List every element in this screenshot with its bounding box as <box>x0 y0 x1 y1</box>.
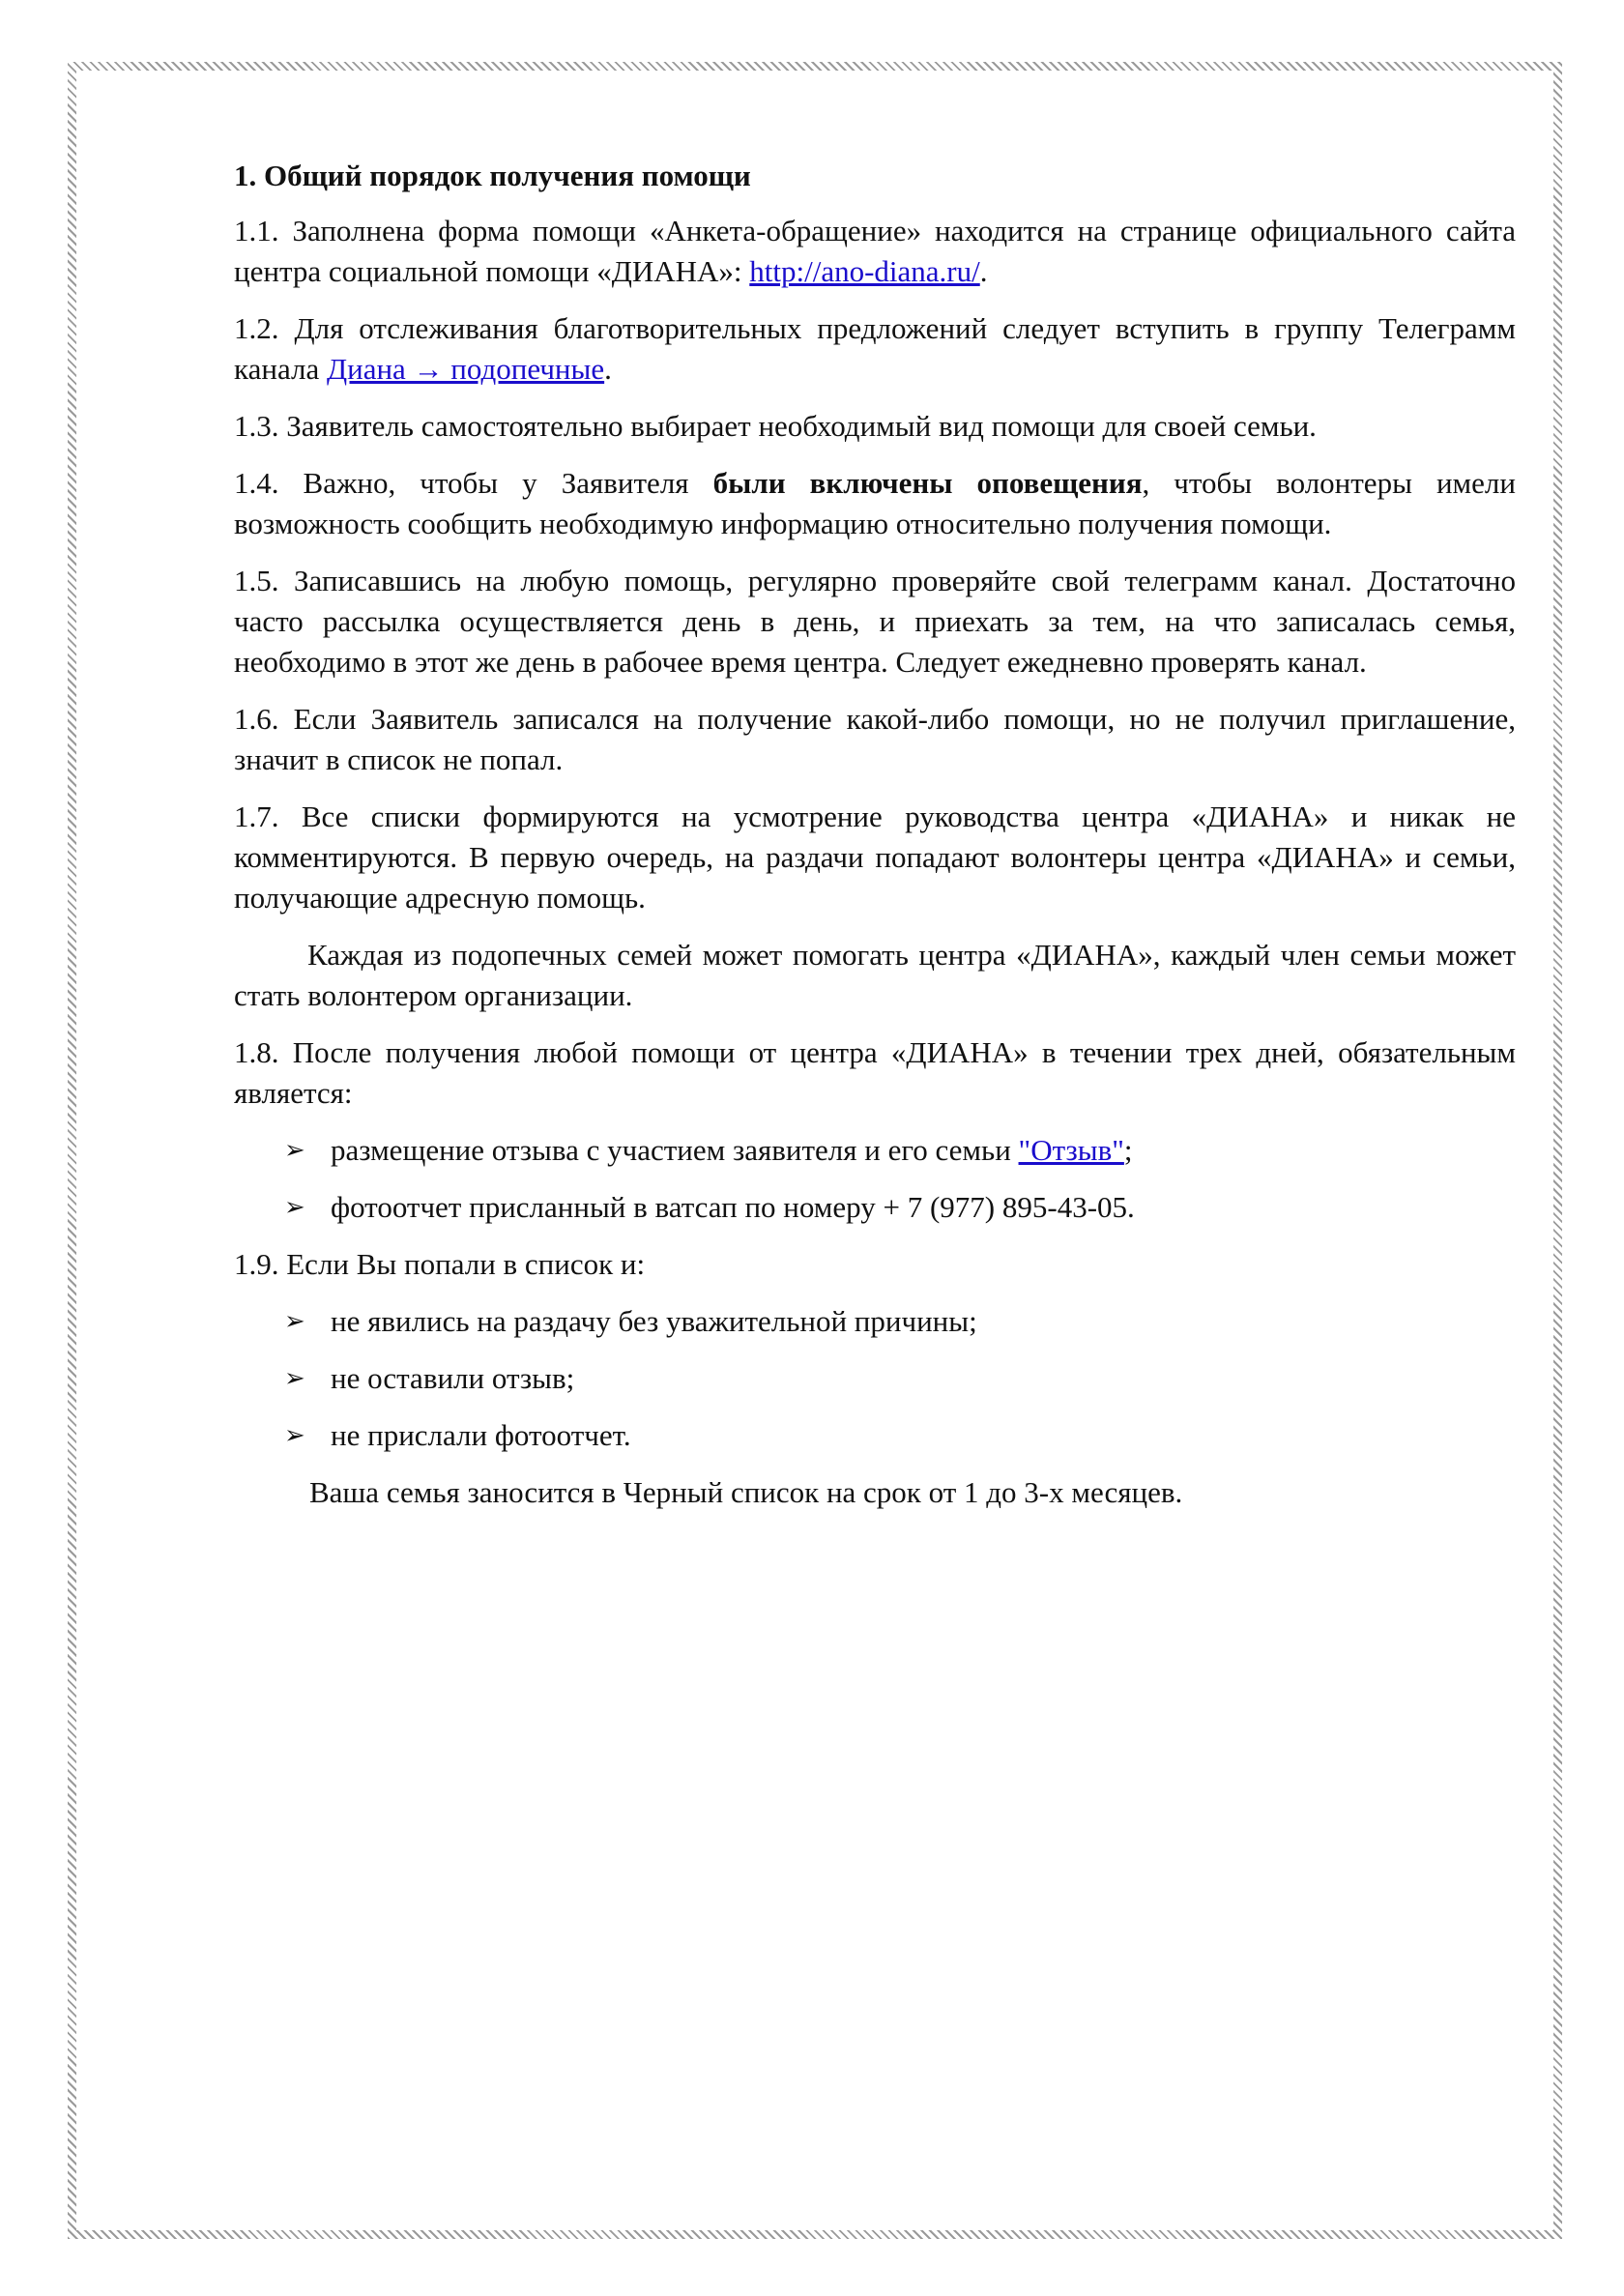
list-item: ➢ не явились на раздачу без уважительной причины; <box>234 1301 1516 1342</box>
paragraph-1-2: 1.2. Для отслеживания благотворительных предложений следует вступить в группу Телеграмм канала Диана → подопечные. <box>234 311 1516 386</box>
paragraph-1-3: 1.3. Заявитель самостоятельно выбирает необходимый вид помощи для своей семьи. <box>234 409 1317 443</box>
paragraph-1-8: 1.8. После получения любой помощи от центра «ДИАНА» в течении трех дней, обязательным является: <box>234 1035 1516 1110</box>
arrow-bullet-icon: ➢ <box>284 1307 305 1336</box>
paragraph-1-7: 1.7. Все списки формируются на усмотрение руководства центра «ДИАНА» и никак не комментируются. В первую очередь, на раздачи попадают волонтеры центра «ДИАНА» и семьи, получающие адресную помощь. <box>234 799 1516 915</box>
site-link[interactable]: http://ano-diana.ru/ <box>749 254 980 288</box>
arrow-bullet-icon: ➢ <box>284 1193 305 1222</box>
arrow-bullet-icon: ➢ <box>284 1364 305 1393</box>
list-item: ➢ не оставили отзыв; <box>234 1358 1516 1399</box>
arrow-bullet-icon: ➢ <box>284 1136 305 1165</box>
closing-statement: Ваша семья заносится в Черный список на срок от 1 до 3-х месяцев. <box>309 1475 1183 1509</box>
notifications-emphasis: были включены оповещения <box>712 466 1143 500</box>
paragraph-1-5: 1.5. Записавшись на любую помощь, регулярно проверяйте свой телеграмм канал. Достаточно часто рассылка осуществляется день в день, и приехать за тем, на что записалась семья, необходимо в этот же день в рабочее время центра. Следует ежедневно проверять канал. <box>234 564 1516 679</box>
paragraph-1-7-note: Каждая из подопечных семей может помогать центра «ДИАНА», каждый член семьи может стать волонтером организации. <box>234 938 1516 1012</box>
paragraph-1-9: 1.9. Если Вы попали в список и: <box>234 1247 646 1281</box>
paragraph-1-1: 1.1. Заполнена форма помощи «Анкета-обращение» находится на странице официального сайта центра социальной помощи «ДИАНА»: http://ano-diana.ru/. <box>234 214 1516 288</box>
paragraph-1-6: 1.6. Если Заявитель записался на получение какой-либо помощи, но не получил приглашение, значит в список не попал. <box>234 702 1516 776</box>
list-item: ➢ размещение отзыва с участием заявителя и его семьи "Отзыв"; <box>234 1130 1516 1171</box>
violations-list <box>234 1301 1516 1456</box>
arrow-bullet-icon: ➢ <box>284 1421 305 1450</box>
document-body <box>234 155 1516 1529</box>
section-heading: 1. Общий порядок получения помощи <box>234 159 751 192</box>
telegram-channel-link[interactable]: Диана → подопечные <box>326 352 605 386</box>
list-item: ➢ не прислали фотоотчет. <box>234 1415 1516 1456</box>
review-link[interactable]: "Отзыв" <box>1018 1133 1124 1167</box>
obligations-list <box>234 1130 1516 1228</box>
paragraph-1-4: 1.4. Важно, чтобы у Заявителя были включены оповещения, чтобы волонтеры имели возможность сообщить необходимую информацию относительно получения помощи. <box>234 466 1516 540</box>
list-item: ➢ фотоотчет присланный в ватсап по номеру + 7 (977) 895-43-05. <box>234 1187 1516 1228</box>
